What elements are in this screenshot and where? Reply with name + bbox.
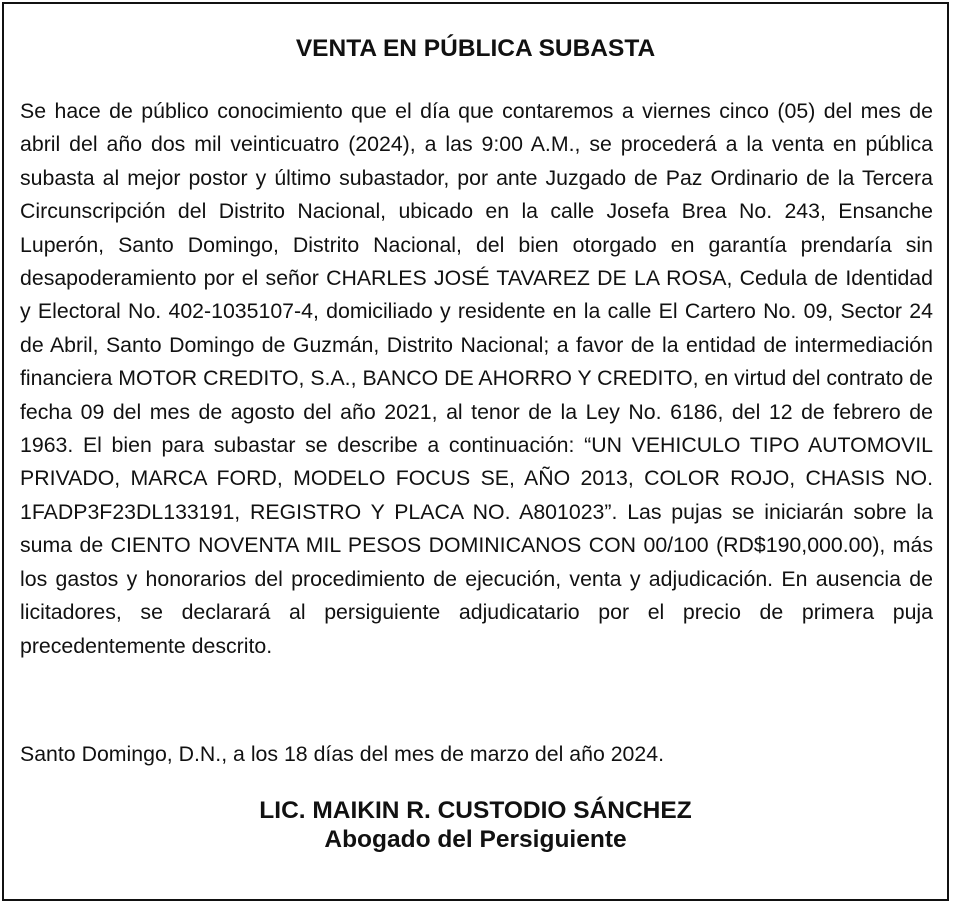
notice-title: VENTA EN PÚBLICA SUBASTA [295,35,656,62]
notice-date-line: Santo Domingo, D.N., a los 18 días del mes de marzo del año 2024. [20,742,665,766]
signature-role: Abogado del Persiguiente [324,826,627,853]
auction-notice [2,2,949,901]
signature-name: LIC. MAIKIN R. CUSTODIO SÁNCHEZ [259,797,692,824]
notice-body: Se hace de público conocimiento que el día que contaremos a viernes cinco (05) del mes de abril del año dos mil veinticuatro (2024), a las 9:00 A.M., se procederá a la venta en pública subasta al mejor postor y último subastador, por ante Juzgado de Paz Ordinario de la Tercera Circunscripción del Distrito Nacional, ubicado en la calle Josefa Brea No. 243, Ensanche Luperón, Santo Domingo, Distrito Nacional, del bien otorgado en garantía prendaría sin desapoderamiento por el señor CHARLES JOSÉ TAVAREZ DE LA ROSA, Cedula de Identidad y Electoral No. 402-1035107-4, domiciliado y residente en la calle El Cartero No. 09, Sector 24 de Abril, Santo Domingo de Guzmán, Distrito Nacional; a favor de la entidad de intermediación financiera MOTOR CREDITO, S.A., BANCO DE AHORRO Y CREDITO, en virtud del contrato de fecha 09 del mes de agosto del año 2021, al tenor de la Ley No. 6186, del 12 de febrero de 1963. El bien para subastar se describe a continuación: “UN VEHICULO TIPO AUTOMOVIL PRIVADO, MARCA FORD, MODELO FOCUS SE, AÑO 2013, COLOR ROJO, CHASIS NO. 1FADP3F23DL133191, REGISTRO Y PLACA NO. A801023”. Las pujas se iniciarán sobre la suma de CIENTO NOVENTA MIL PESOS DOMINICANOS CON 00/100 (RD$190,000.00), más los gastos y honorarios del procedimiento de ejecución, venta y adjudicación. En ausencia de licitadores, se declarará al persiguiente adjudicatario por el precio de primera puja precedentemente descrito. [20,99,933,658]
signature-block [4,796,947,854]
